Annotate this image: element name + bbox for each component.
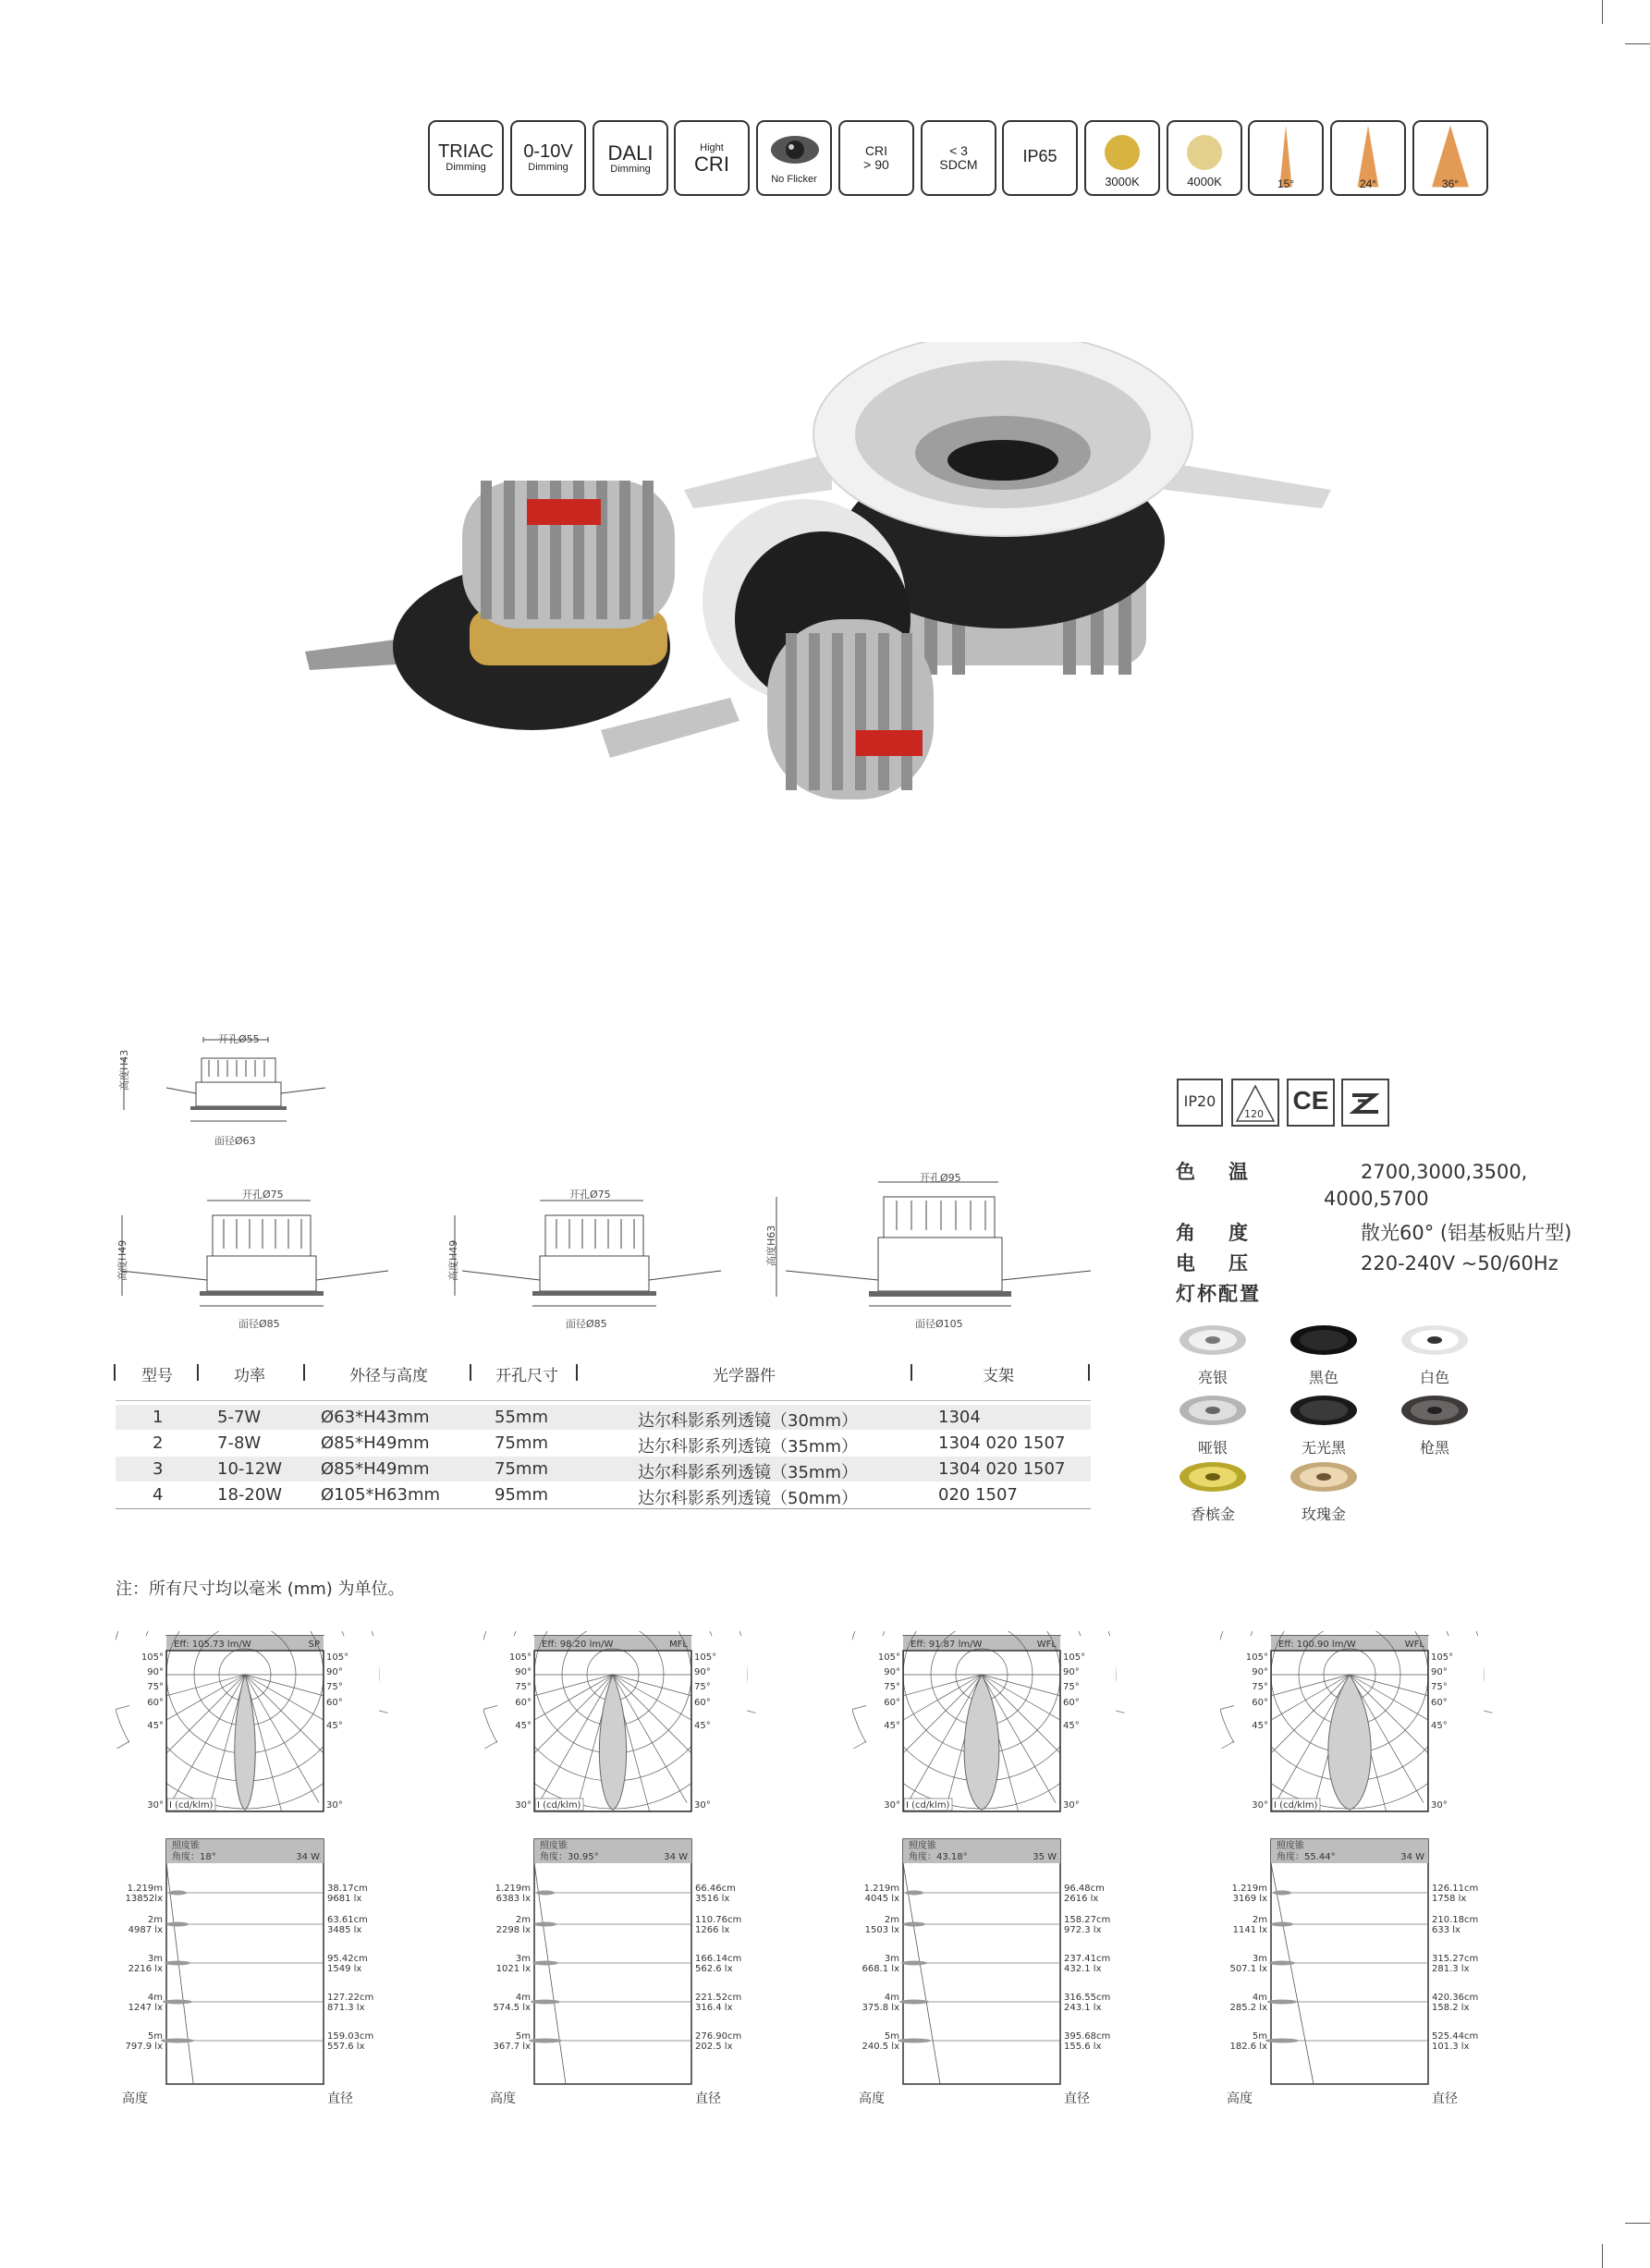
crop-mark — [1602, 0, 1603, 24]
edge-lux-label: 562.6 lx — [695, 1964, 733, 1974]
ce-mark-icon: CE — [1287, 1079, 1335, 1127]
photometry-panel — [1220, 1631, 1534, 2112]
cup-black-icon — [1289, 1323, 1359, 1357]
cup-matte-silver: 哑银 — [1167, 1394, 1259, 1457]
angle-label: 45° — [1431, 1721, 1448, 1731]
angle-label: 105° — [877, 1652, 900, 1663]
distance-label: 4m — [147, 1993, 163, 2003]
angle-label: 75° — [147, 1682, 164, 1692]
diameter-axis-label: 直径 — [695, 2091, 721, 2106]
angle-label: 75° — [515, 1682, 532, 1692]
distance-label: 1.219m — [863, 1884, 899, 1894]
angle-label: 90° — [1063, 1667, 1080, 1677]
wattage-label: 34 W — [296, 1852, 320, 1862]
cup-champagne-gold: 香槟金 — [1167, 1460, 1259, 1524]
illuminance-mark — [532, 1961, 558, 1966]
angle-label: 30° — [147, 1800, 164, 1811]
center-lux-label: 2216 lx — [128, 1964, 163, 1974]
spec-angle: 角度 散光60° (铝基板贴片型) — [1176, 1222, 1572, 1244]
angle-label: 30° — [694, 1800, 711, 1811]
center-lux-label: 1503 lx — [864, 1925, 899, 1935]
illuminance-mark — [899, 2000, 929, 2005]
table-row: 4 18-20W Ø105*H63mm 95mm 达尔科影系列透镜（50mm） 020 1507 — [153, 1485, 1018, 1508]
wattage-label: 34 W — [664, 1852, 688, 1862]
beam-type-label: WFL — [1036, 1640, 1057, 1650]
cri-90-icon: CRI > 90 — [838, 120, 914, 196]
angle-label: 60° — [884, 1698, 900, 1708]
height-axis-label: 高度 — [859, 2091, 885, 2106]
distance-label: 5m — [147, 2031, 163, 2042]
edge-lux-label: 281.3 lx — [1432, 1964, 1470, 1974]
diameter-label: 420.36cm — [1432, 1993, 1479, 2003]
diameter-label: 63.61cm — [327, 1915, 368, 1925]
illuminance-mark — [168, 1891, 187, 1896]
cup-matte-black-icon — [1289, 1394, 1359, 1427]
distance-label: 1.219m — [127, 1884, 163, 1894]
height-axis-label: 高度 — [1227, 2091, 1253, 2106]
crop-mark — [1625, 43, 1650, 44]
cone-title: 照度锥 — [1277, 1841, 1304, 1851]
table-row: 2 7-8W Ø85*H49mm 75mm 达尔科影系列透镜（35mm） 1304 020 1507 — [153, 1433, 1066, 1457]
cone-angle: 角度：55.44° — [1277, 1852, 1336, 1862]
distance-label: 4m — [515, 1993, 531, 2003]
angle-label: 60° — [326, 1698, 343, 1708]
photometry-panel — [483, 1631, 798, 2112]
spec-cup-config: 灯杯配置 — [1176, 1283, 1261, 1305]
diameter-label: 237.41cm — [1064, 1954, 1111, 1964]
cup-black: 黑色 — [1277, 1323, 1370, 1387]
crop-mark — [1625, 2223, 1650, 2224]
unit-label: I (cd/klm) — [1274, 1800, 1318, 1811]
angle-label: 90° — [884, 1667, 900, 1677]
beam-36-icon: 36° — [1412, 120, 1488, 196]
angle-label: 45° — [884, 1721, 900, 1731]
4000k-icon: 4000K — [1167, 120, 1242, 196]
edge-lux-label: 202.5 lx — [695, 2042, 733, 2052]
high-cri-icon: Hight CRI — [674, 120, 750, 196]
efficiency-label: Eff: 105.73 lm/W — [174, 1640, 251, 1650]
angle-label: 75° — [694, 1682, 711, 1692]
edge-lux-label: 871.3 lx — [327, 2003, 365, 2013]
angle-label: 105° — [694, 1652, 717, 1663]
cup-champagne-gold-icon — [1178, 1460, 1248, 1494]
diameter-label: 210.18cm — [1432, 1915, 1479, 1925]
center-lux-label: 2298 lx — [495, 1925, 531, 1935]
illuminance-mark — [163, 2000, 192, 2005]
cup-matte-black: 无光黑 — [1277, 1394, 1370, 1457]
diameter-label: 315.27cm — [1432, 1954, 1479, 1964]
angle-label: 30° — [1252, 1800, 1268, 1811]
product-image — [305, 342, 1368, 860]
diameter-label: 127.22cm — [327, 1993, 374, 2003]
angle-label: 90° — [1252, 1667, 1268, 1677]
cup-rose-gold: 玫瑰金 — [1277, 1460, 1370, 1524]
diameter-label: 126.11cm — [1432, 1884, 1479, 1894]
distance-label: 1.219m — [1231, 1884, 1267, 1894]
cup-white: 白色 — [1388, 1323, 1481, 1387]
center-lux-label: 13852lx — [125, 1894, 163, 1904]
illuminance-mark — [905, 1891, 923, 1896]
edge-lux-label: 158.2 lx — [1432, 2003, 1470, 2013]
edge-lux-label: 243.1 lx — [1064, 2003, 1102, 2013]
edge-lux-label: 2616 lx — [1064, 1894, 1099, 1904]
angle-label: 30° — [1431, 1800, 1448, 1811]
center-lux-label: 6383 lx — [495, 1894, 531, 1904]
cup-rose-gold-icon — [1289, 1460, 1359, 1494]
angle-label: 45° — [515, 1721, 532, 1731]
ip20-icon: IP20 — [1177, 1079, 1223, 1127]
center-lux-label: 4045 lx — [864, 1894, 899, 1904]
zz-mark-icon — [1343, 1080, 1387, 1125]
illuminance-mark — [531, 2000, 560, 2005]
angle-label: 30° — [515, 1800, 532, 1811]
unit-label: I (cd/klm) — [169, 1800, 214, 1811]
center-lux-label: 1021 lx — [495, 1964, 531, 1974]
illuminance-mark — [903, 1922, 925, 1927]
illuminance-mark — [166, 1922, 189, 1927]
beam-type-label: WFL — [1404, 1640, 1424, 1650]
diameter-label: 525.44cm — [1432, 2031, 1479, 2042]
center-lux-label: 668.1 lx — [862, 1964, 899, 1974]
efficiency-label: Eff: 91.87 lm/W — [911, 1640, 983, 1650]
table-rule — [116, 1400, 1091, 1401]
angle-label: 60° — [1431, 1698, 1448, 1708]
angle-label: 60° — [515, 1698, 532, 1708]
center-lux-label: 182.6 lx — [1229, 2042, 1267, 2052]
edge-lux-label: 155.6 lx — [1064, 2042, 1102, 2052]
dimension-drawing-2 — [111, 1188, 397, 1326]
diameter-label: 276.90cm — [695, 2031, 742, 2042]
wattage-label: 35 W — [1033, 1852, 1057, 1862]
angle-label: 90° — [326, 1667, 343, 1677]
illuminance-mark — [165, 1961, 190, 1966]
angle-label: 75° — [1431, 1682, 1448, 1692]
center-lux-label: 375.8 lx — [862, 2003, 899, 2013]
dimension-drawing-4 — [758, 1169, 1100, 1326]
illuminance-mark — [898, 2039, 931, 2043]
angle-label: 90° — [1431, 1667, 1448, 1677]
cone-title: 照度锥 — [172, 1841, 200, 1851]
cone-title: 照度锥 — [540, 1841, 568, 1851]
diameter-label: 110.76cm — [695, 1915, 742, 1925]
dimension-drawing-3 — [444, 1188, 730, 1326]
cup-bright-silver-icon — [1178, 1323, 1248, 1357]
eye-icon — [758, 122, 832, 170]
edge-lux-label: 9681 lx — [327, 1894, 362, 1904]
distance-label: 5m — [515, 2031, 531, 2042]
angle-label: 75° — [1252, 1682, 1268, 1692]
distance-label: 3m — [147, 1954, 163, 1964]
beam-24-icon: 24° — [1330, 120, 1406, 196]
diameter-axis-label: 直径 — [1432, 2091, 1458, 2106]
dali-dimming-icon: DALI Dimming — [593, 120, 668, 196]
angle-label: 30° — [1063, 1800, 1080, 1811]
cone-title: 照度锥 — [909, 1841, 936, 1851]
0-10v-dimming-icon: 0-10V Dimming — [510, 120, 586, 196]
distance-label: 2m — [884, 1915, 899, 1925]
wattage-label: 34 W — [1400, 1852, 1424, 1862]
illuminance-mark — [529, 2039, 562, 2043]
cup-white-icon — [1399, 1323, 1470, 1357]
unit-label: I (cd/klm) — [906, 1800, 950, 1811]
angle-label: 90° — [515, 1667, 532, 1677]
center-lux-label: 367.7 lx — [493, 2042, 531, 2052]
ip65-icon: IP65 — [1002, 120, 1078, 196]
distance-label: 4m — [1252, 1993, 1267, 2003]
3000k-icon: 3000K — [1084, 120, 1160, 196]
angle-label: 75° — [326, 1682, 343, 1692]
diameter-label: 316.55cm — [1064, 1993, 1111, 2003]
diameter-label: 38.17cm — [327, 1884, 368, 1894]
distance-label: 3m — [884, 1954, 899, 1964]
center-lux-label: 507.1 lx — [1229, 1964, 1267, 1974]
diameter-label: 66.46cm — [695, 1884, 736, 1894]
crop-mark — [1602, 2244, 1603, 2268]
edge-lux-label: 316.4 lx — [695, 2003, 733, 2013]
beam-type-label: MFL — [669, 1640, 688, 1650]
illuminance-mark — [1267, 2000, 1297, 2005]
angle-label: 90° — [694, 1667, 711, 1677]
cone-angle: 角度：30.95° — [540, 1852, 599, 1862]
edge-lux-label: 1549 lx — [327, 1964, 362, 1974]
distance-label: 2m — [515, 1915, 531, 1925]
diameter-axis-label: 直径 — [327, 2091, 353, 2106]
angle-label: 45° — [1252, 1721, 1268, 1731]
angle-label: 105° — [326, 1652, 349, 1663]
diameter-label: 95.42cm — [327, 1954, 368, 1964]
angle-label: 30° — [884, 1800, 900, 1811]
edge-lux-label: 432.1 lx — [1064, 1964, 1102, 1974]
photometry-panel — [852, 1631, 1167, 2112]
triac-dimming-icon: TRIAC Dimming — [428, 120, 504, 196]
spec-voltage: 电压 220-240V ~50/60Hz — [1176, 1252, 1558, 1274]
spec-color-temp-cont: 4000,5700 — [1324, 1188, 1429, 1210]
angle-label: 60° — [1252, 1698, 1268, 1708]
angle-label: 105° — [508, 1652, 532, 1663]
angle-label: 105° — [1431, 1652, 1454, 1663]
color-dot-icon — [1187, 135, 1222, 170]
angle-label: 105° — [1063, 1652, 1086, 1663]
angle-label: 90° — [147, 1667, 164, 1677]
table-row: 1 5-7W Ø63*H43mm 55mm 达尔科影系列透镜（30mm） 1304 — [116, 1405, 1091, 1430]
efficiency-label: Eff: 100.90 lm/W — [1278, 1640, 1356, 1650]
cup-bright-silver: 亮银 — [1167, 1323, 1259, 1387]
distance-label: 2m — [1252, 1915, 1267, 1925]
angle-label: 30° — [326, 1800, 343, 1811]
table-row: 3 10-12W Ø85*H49mm 75mm 达尔科影系列透镜（35mm） 1304 020 1507 — [116, 1457, 1091, 1482]
diameter-axis-label: 直径 — [1064, 2091, 1090, 2106]
edge-lux-label: 1758 lx — [1432, 1894, 1467, 1904]
unit-label: I (cd/klm) — [537, 1800, 581, 1811]
diameter-label: 158.27cm — [1064, 1915, 1111, 1925]
table-header: 型号 功率 外径与高度 开孔尺寸 光学器件 支架 — [114, 1357, 1092, 1388]
angle-label: 60° — [694, 1698, 711, 1708]
diameter-label: 395.68cm — [1064, 2031, 1111, 2042]
illuminance-mark — [1269, 1961, 1295, 1966]
edge-lux-label: 101.3 lx — [1432, 2042, 1470, 2052]
illuminance-mark — [1271, 1922, 1293, 1927]
angle-label: 75° — [1063, 1682, 1080, 1692]
distance-label: 5m — [1252, 2031, 1267, 2042]
edge-lux-label: 3485 lx — [327, 1925, 362, 1935]
photometry-panel — [116, 1631, 430, 2112]
edge-lux-label: 972.3 lx — [1064, 1925, 1102, 1935]
beam-type-label: SP — [308, 1640, 320, 1650]
center-lux-label: 240.5 lx — [862, 2042, 899, 2052]
no-flicker-icon: No Flicker — [756, 120, 832, 196]
sdcm-icon: < 3 SDCM — [921, 120, 996, 196]
center-lux-label: 574.5 lx — [493, 2003, 531, 2013]
illuminance-mark — [1265, 2039, 1299, 2043]
illuminance-mark — [901, 1961, 927, 1966]
color-dot-icon — [1105, 135, 1140, 170]
diameter-label: 166.14cm — [695, 1954, 742, 1964]
illuminance-mark — [1273, 1891, 1291, 1896]
beam-15-icon: 15° — [1248, 120, 1324, 196]
diameter-label: 221.52cm — [695, 1993, 742, 2003]
angle-label: 105° — [141, 1652, 164, 1663]
furniture-mount-icon — [1341, 1079, 1389, 1127]
distance-label: 2m — [147, 1915, 163, 1925]
edge-lux-label: 3516 lx — [695, 1894, 730, 1904]
center-lux-label: 797.9 lx — [125, 2042, 163, 2052]
units-note: 注：所有尺寸均以毫米 (mm) 为单位。 — [116, 1579, 405, 1599]
height-axis-label: 高度 — [490, 2091, 516, 2106]
illuminance-mark — [161, 2039, 194, 2043]
illuminance-mark — [536, 1891, 555, 1896]
edge-lux-label: 1266 lx — [695, 1925, 730, 1935]
illuminance-mark — [534, 1922, 556, 1927]
spec-color-temp: 色温 2700,3000,3500, — [1176, 1161, 1528, 1183]
center-lux-label: 285.2 lx — [1229, 2003, 1267, 2013]
table-rule — [116, 1508, 1091, 1509]
center-lux-label: 1141 lx — [1232, 1925, 1267, 1935]
distance-label: 3m — [515, 1954, 531, 1964]
diameter-label: 159.03cm — [327, 2031, 374, 2042]
cup-gun-black-icon — [1399, 1394, 1470, 1427]
edge-lux-label: 557.6 lx — [327, 2042, 365, 2052]
cone-angle: 角度：18° — [172, 1852, 216, 1862]
angle-label: 75° — [884, 1682, 900, 1692]
distance-label: 4m — [884, 1993, 899, 2003]
diameter-label: 96.48cm — [1064, 1884, 1105, 1894]
feature-icon-row — [428, 120, 1491, 196]
angle-label: 60° — [147, 1698, 164, 1708]
angle-label: 105° — [1245, 1652, 1268, 1663]
angle-label: 45° — [1063, 1721, 1080, 1731]
distance-label: 1.219m — [495, 1884, 531, 1894]
height-axis-label: 高度 — [122, 2091, 148, 2106]
cup-matte-silver-icon — [1178, 1394, 1248, 1427]
center-lux-label: 3169 lx — [1232, 1894, 1267, 1904]
angle-label: 60° — [1063, 1698, 1080, 1708]
cup-gun-black: 枪黑 — [1388, 1394, 1481, 1457]
angle-label: 45° — [147, 1721, 164, 1731]
efficiency-label: Eff: 98.20 lm/W — [542, 1640, 614, 1650]
center-lux-label: 1247 lx — [128, 2003, 163, 2013]
distance-label: 5m — [884, 2031, 899, 2042]
angle-label: 45° — [694, 1721, 711, 1731]
cone-angle: 角度：43.18° — [909, 1852, 968, 1862]
temperature-rating-icon: 120 — [1231, 1079, 1279, 1127]
distance-label: 3m — [1252, 1954, 1267, 1964]
angle-label: 45° — [326, 1721, 343, 1731]
center-lux-label: 4987 lx — [128, 1925, 163, 1935]
edge-lux-label: 633 lx — [1432, 1925, 1461, 1935]
